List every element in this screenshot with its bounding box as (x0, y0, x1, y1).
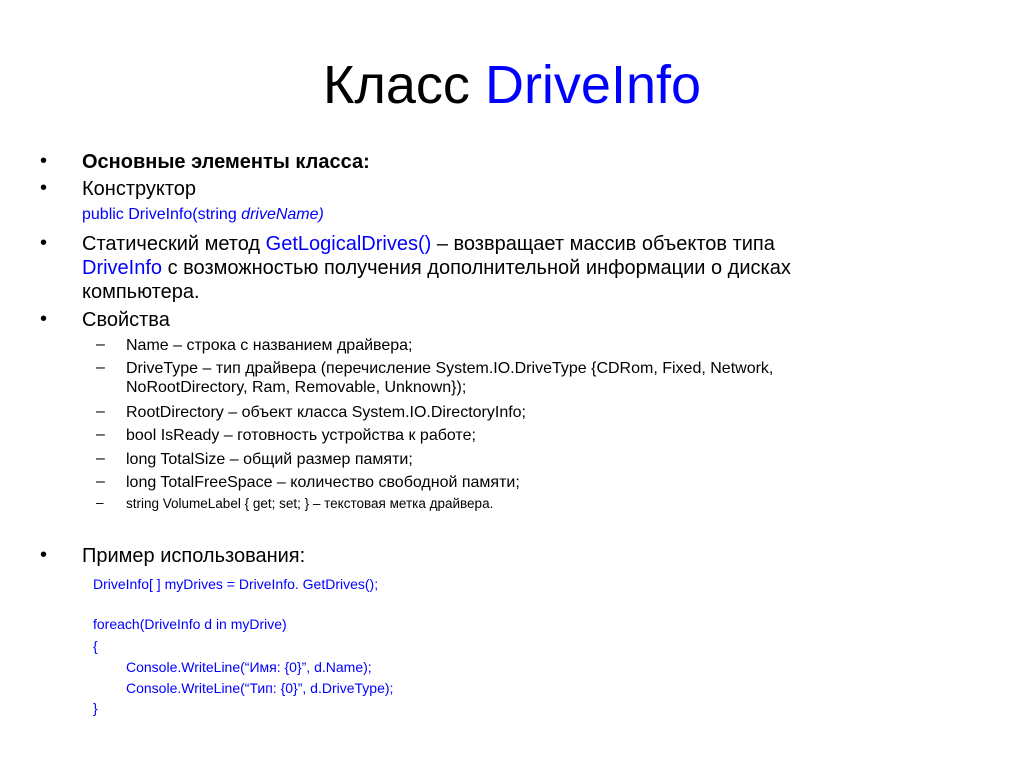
dash-icon: – (96, 450, 105, 467)
property-item: Name – строка с названием драйвера; (126, 337, 413, 354)
property-item: long TotalFreeSpace – количество свободной памяти; (126, 474, 520, 491)
property-item: string VolumeLabel { get; set; } – текстовая метка драйвера. (126, 496, 494, 511)
bullet-icon: • (40, 150, 48, 172)
property-item: long TotalSize – общий размер памяти; (126, 451, 413, 468)
static-method-line2 (82, 256, 791, 280)
static-method-line3: компьютера. (82, 281, 200, 303)
constructor-param: driveName) (241, 206, 324, 223)
bullet-icon: • (40, 177, 48, 199)
code-line: DriveInfo[ ] myDrives = DriveInfo. GetDrives(); (93, 576, 379, 592)
dash-icon: – (96, 426, 105, 443)
code-line: { (93, 638, 98, 654)
constructor-signature-text: public DriveInfo(string (82, 206, 242, 223)
dash-icon: – (96, 359, 105, 376)
static-method-name: GetLogicalDrives() (265, 233, 432, 255)
dash-icon: – (96, 473, 105, 490)
slide-title (0, 52, 1024, 118)
property-item: DriveType – тип драйвера (перечисление System.IO.DriveType {CDRom, Fixed, Network, (126, 360, 774, 377)
bullet-icon: • (40, 308, 48, 330)
static-method-class: DriveInfo (82, 257, 163, 279)
static-method-text: Статический метод (82, 233, 266, 255)
code-line: Console.WriteLine(“Имя: {0}”, d.Name); (126, 659, 372, 675)
static-method-line1 (82, 232, 775, 256)
code-line: foreach(DriveInfo d in myDrive) (93, 616, 287, 632)
title-prefix: Класс (322, 55, 470, 115)
dash-icon: – (96, 336, 105, 353)
property-item-continuation: NoRootDirectory, Ram, Removable, Unknown}); (126, 379, 467, 396)
code-line: Console.WriteLine(“Тип: {0}”, d.DriveType); (126, 680, 394, 696)
title-highlight: DriveInfo (484, 55, 702, 115)
constructor-signature (82, 205, 324, 225)
bullet-usage-example: Пример использования: (82, 545, 306, 567)
bullet-main-elements: Основные элементы класса: (82, 151, 370, 173)
static-method-text: – возвращает массив объектов типа (431, 233, 775, 255)
dash-icon: – (96, 403, 105, 420)
bullet-constructor: Конструктор (82, 178, 197, 200)
bullet-properties: Свойства (82, 309, 170, 331)
dash-icon: – (96, 495, 104, 510)
property-item: bool IsReady – готовность устройства к работе; (126, 427, 476, 444)
bullet-icon: • (40, 232, 48, 254)
static-method-text: с возможностью получения дополнительной информации о дисках (162, 257, 791, 279)
bullet-icon: • (40, 544, 48, 566)
code-line: } (93, 700, 98, 716)
property-item: RootDirectory – объект класса System.IO.DirectoryInfo; (126, 404, 526, 421)
